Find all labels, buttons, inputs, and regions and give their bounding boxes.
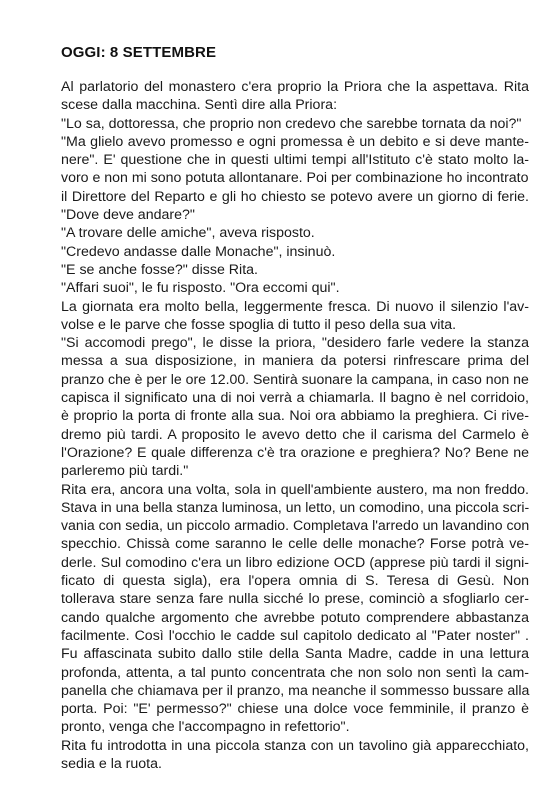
text-line: capisca il significato una di noi verrà a chiamarla. Il bagno è nel corridoio, [61, 390, 529, 407]
text-line: profonda, attenta, a tal punto concentrata che non solo non sentì la cam- [61, 664, 529, 681]
text-line: "Lo sa, dottoressa, che proprio non credevo che sarebbe tornata da noi?" [61, 115, 522, 132]
text-line: "Affari suoi", le fu risposto. "Ora eccomi qui". [61, 280, 340, 297]
text-line: pronto, venga che l'accompagno in refettorio". [61, 719, 350, 736]
text-line: vania con sedia, un piccolo armadio. Completava l'arredo un lavandino con [61, 518, 530, 535]
text-line: parleremo più tardi." [61, 463, 189, 480]
text-line: volse e le parve che fosse spoglia di tutto il peso della sua vita. [61, 316, 457, 333]
text-line: "Dove deve andare?" [61, 207, 195, 224]
text-line: è proprio la porta di fronte alla sua. Noi ora abbiamo la preghiera. Ci rive- [61, 408, 529, 425]
text-line: scese dalla macchina. Sentì dire alla Priora: [61, 97, 338, 114]
text-line: Fu affascinata subito dallo stile della Santa Madre, cadde in una lettura [61, 646, 529, 663]
text-line: nere". E' questione che in questi ultimi tempi all'Istituto c'è stato molto la- [61, 152, 529, 169]
chapter-title: OGGI: 8 SETTEMBRE [61, 44, 217, 61]
text-line: il Direttore del Reparto e gli ho chiesto se potevo avere un giorno di ferie. [61, 188, 529, 205]
text-line: "E se anche fosse?" disse Rita. [61, 261, 258, 278]
text-line: Stava in una bella stanza luminosa, un letto, un comodino, una piccola scri- [61, 499, 530, 516]
text-line: messa a sua disposizione, in maniera da potersi rinfrescare prima del [61, 353, 529, 370]
text-line: "Si accomodi prego", le disse la priora, "desidero farle vedere la stanza [61, 335, 529, 352]
text-line: "Ma glielo avevo promesso e ogni promessa è un debito e si deve mante- [61, 133, 529, 150]
text-line: specchio. Chissà come saranno le celle delle monache? Forse potrà ve- [61, 536, 529, 553]
text-line: l'Orazione? E quale differenza c'è tra orazione e preghiera? No? Bene ne [61, 444, 529, 461]
text-line: sedia e la ruota. [61, 755, 162, 772]
text-line: tollerava stare senza fare nulla sicché lo prese, cominciò a sfogliarlo cer- [61, 591, 529, 608]
text-line: La giornata era molto bella, leggermente fresca. Di nuovo il silenzio l'av- [61, 298, 529, 315]
text-line: voro e non mi sono potuta allontanare. Poi per combinazione ho incontrato [61, 170, 529, 187]
text-line: facilmente. Così l'occhio le cadde sul capitolo dedicato al "Pater noster" . [61, 627, 529, 644]
text-line: "A trovare delle amiche", aveva risposto. [61, 225, 315, 242]
text-line: Rita era, ancora una volta, sola in quell'ambiente austero, ma non freddo. [61, 481, 529, 498]
text-line: panella che chiamava per il pranzo, ma neanche il sommesso bussare alla [61, 682, 530, 699]
text-line: derle. Sul comodino c'era un libro edizione OCD (apprese più tardi il signi- [61, 554, 529, 571]
text-line: pranzo che è per le ore 12.00. Sentirà suonare la campana, in caso non ne [61, 371, 529, 388]
text-line: porta. Poi: "E' permesso?" chiese una dolce voce femminile, il pranzo è [61, 701, 529, 718]
text-line: "Credevo andasse dalle Monache", insinuò. [61, 243, 336, 260]
text-line: dremo più tardi. A proposito le avevo detto che il carisma del Carmelo è [61, 426, 529, 443]
text-line: cando qualche argomento che avrebbe potuto comprendere abbastanza [61, 609, 529, 626]
text-line: Al parlatorio del monastero c'era proprio la Priora che la aspettava. Rita [61, 79, 529, 95]
text-line: Rita fu introdotta in una piccola stanza con un tavolino già apparecchiato, [61, 737, 529, 754]
text-line: ficato di questa sigla), era l'opera omnia di S. Teresa di Gesù. Non [61, 573, 529, 590]
body-text [61, 78, 529, 773]
